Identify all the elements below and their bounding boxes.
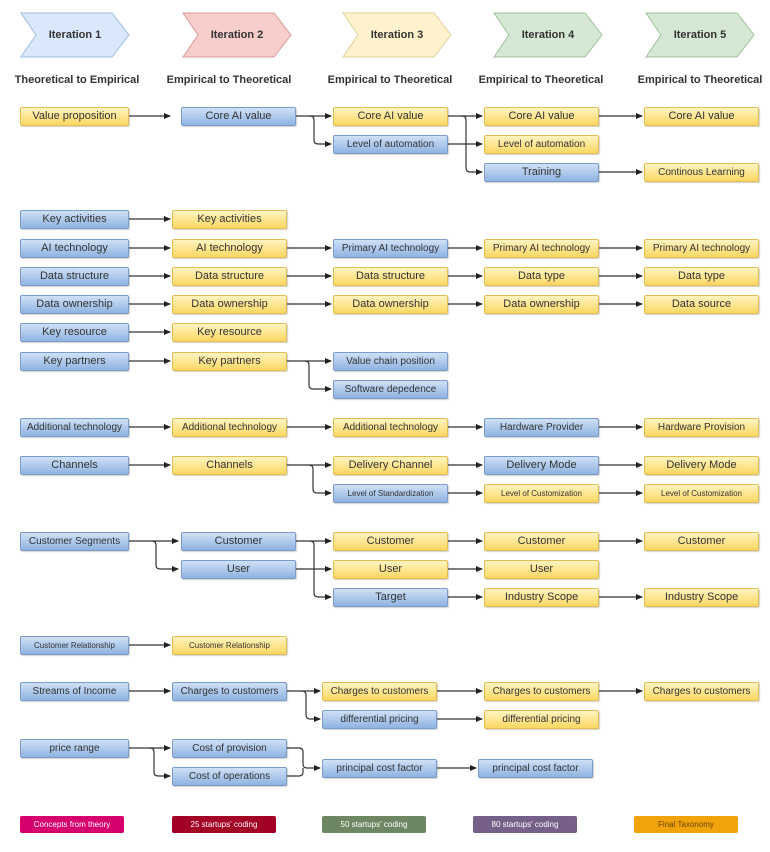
c4-industry-scope[interactable]: Industry Scope (484, 588, 599, 607)
c5-customer[interactable]: Customer (644, 532, 759, 551)
c1-streams-of-income[interactable]: Streams of Income (20, 682, 129, 701)
c5-data-source[interactable]: Data source (644, 295, 759, 314)
c4-customer[interactable]: Customer (484, 532, 599, 551)
c3-delivery-channel[interactable]: Delivery Channel (333, 456, 448, 475)
c3-charges-to-customers[interactable]: Charges to customers (322, 682, 437, 701)
c3-additional-technology[interactable]: Additional technology (333, 418, 448, 437)
c1-price-range[interactable]: price range (20, 739, 129, 758)
c1-ai-technology[interactable]: AI technology (20, 239, 129, 258)
c5-data-type[interactable]: Data type (644, 267, 759, 286)
iteration-1-subtitle: Theoretical to Empirical (14, 74, 140, 86)
c2-channels[interactable]: Channels (172, 456, 287, 475)
c4-data-ownership[interactable]: Data ownership (484, 295, 599, 314)
c3-data-structure[interactable]: Data structure (333, 267, 448, 286)
c1-key-activities[interactable]: Key activities (20, 210, 129, 229)
c3-core-ai-value[interactable]: Core AI value (333, 107, 448, 126)
c3-value-chain-position[interactable]: Value chain position (333, 352, 448, 371)
legend-concepts-from-theory: Concepts from theory (20, 816, 124, 833)
c4-differential-pricing[interactable]: differential pricing (484, 710, 599, 729)
c4-training[interactable]: Training (484, 163, 599, 182)
c2-core-ai-value[interactable]: Core AI value (181, 107, 296, 126)
c2-key-activities[interactable]: Key activities (172, 210, 287, 229)
c4-core-ai-value[interactable]: Core AI value (484, 107, 599, 126)
iteration-2-label: Iteration 2 (210, 29, 264, 41)
c4-level-of-customization[interactable]: Level of Customization (484, 484, 599, 503)
c5-delivery-mode[interactable]: Delivery Mode (644, 456, 759, 475)
iteration-1-label: Iteration 1 (48, 29, 102, 41)
c3-data-ownership[interactable]: Data ownership (333, 295, 448, 314)
c3-principal-cost-factor[interactable]: principal cost factor (322, 759, 437, 778)
c1-customer-segments[interactable]: Customer Segments (20, 532, 129, 551)
c4-data-type[interactable]: Data type (484, 267, 599, 286)
c2-customer[interactable]: Customer (181, 532, 296, 551)
c1-data-structure[interactable]: Data structure (20, 267, 129, 286)
c3-differential-pricing[interactable]: differential pricing (322, 710, 437, 729)
iteration-4-subtitle: Empirical to Theoretical (478, 74, 604, 86)
c4-primary-ai-technology[interactable]: Primary AI technology (484, 239, 599, 258)
c4-user[interactable]: User (484, 560, 599, 579)
iteration-3-subtitle: Empirical to Theoretical (327, 74, 453, 86)
c2-charges-to-customers[interactable]: Charges to customers (172, 682, 287, 701)
iteration-2-subtitle: Empirical to Theoretical (166, 74, 292, 86)
legend-50-startups-coding: 50 startups' coding (322, 816, 426, 833)
c2-additional-technology[interactable]: Additional technology (172, 418, 287, 437)
c5-core-ai-value[interactable]: Core AI value (644, 107, 759, 126)
c4-hardware-provider[interactable]: Hardware Provider (484, 418, 599, 437)
legend-80-startups-coding: 80 startups' coding (473, 816, 577, 833)
c5-primary-ai-technology[interactable]: Primary AI technology (644, 239, 759, 258)
c2-customer-relationship[interactable]: Customer Relationship (172, 636, 287, 655)
iteration-3-label: Iteration 3 (370, 29, 424, 41)
c2-data-structure[interactable]: Data structure (172, 267, 287, 286)
c3-primary-ai-technology[interactable]: Primary AI technology (333, 239, 448, 258)
c3-user[interactable]: User (333, 560, 448, 579)
c4-level-of-automation[interactable]: Level of automation (484, 135, 599, 154)
c2-user[interactable]: User (181, 560, 296, 579)
c2-cost-of-operations[interactable]: Cost of operations (172, 767, 287, 786)
c2-ai-technology[interactable]: AI technology (172, 239, 287, 258)
c1-value-proposition[interactable]: Value proposition (20, 107, 129, 126)
c2-cost-of-provision[interactable]: Cost of provision (172, 739, 287, 758)
c3-level-of-automation[interactable]: Level of automation (333, 135, 448, 154)
c4-charges-to-customers[interactable]: Charges to customers (484, 682, 599, 701)
iteration-4-label: Iteration 4 (521, 29, 575, 41)
legend-25-startups-coding: 25 startups' coding (172, 816, 276, 833)
c1-customer-relationship[interactable]: Customer Relationship (20, 636, 129, 655)
legend-final-taxonomy: Final Taxonomy (634, 816, 738, 833)
c5-charges-to-customers[interactable]: Charges to customers (644, 682, 759, 701)
c5-continous-learning[interactable]: Continous Learning (644, 163, 759, 182)
c1-additional-technology[interactable]: Additional technology (20, 418, 129, 437)
c3-target[interactable]: Target (333, 588, 448, 607)
c3-level-of-standardization[interactable]: Level of Standardization (333, 484, 448, 503)
c1-key-partners[interactable]: Key partners (20, 352, 129, 371)
c2-data-ownership[interactable]: Data ownership (172, 295, 287, 314)
c5-industry-scope[interactable]: Industry Scope (644, 588, 759, 607)
c4-principal-cost-factor[interactable]: principal cost factor (478, 759, 593, 778)
c1-key-resource[interactable]: Key resource (20, 323, 129, 342)
c2-key-resource[interactable]: Key resource (172, 323, 287, 342)
c3-customer[interactable]: Customer (333, 532, 448, 551)
c5-hardware-provision[interactable]: Hardware Provision (644, 418, 759, 437)
iteration-5-subtitle: Empirical to Theoretical (637, 74, 763, 86)
c3-software-dependence[interactable]: Software depedence (333, 380, 448, 399)
c5-level-of-customization[interactable]: Level of Customization (644, 484, 759, 503)
c2-key-partners[interactable]: Key partners (172, 352, 287, 371)
c1-data-ownership[interactable]: Data ownership (20, 295, 129, 314)
c4-delivery-mode[interactable]: Delivery Mode (484, 456, 599, 475)
c1-channels[interactable]: Channels (20, 456, 129, 475)
iteration-5-label: Iteration 5 (673, 29, 727, 41)
